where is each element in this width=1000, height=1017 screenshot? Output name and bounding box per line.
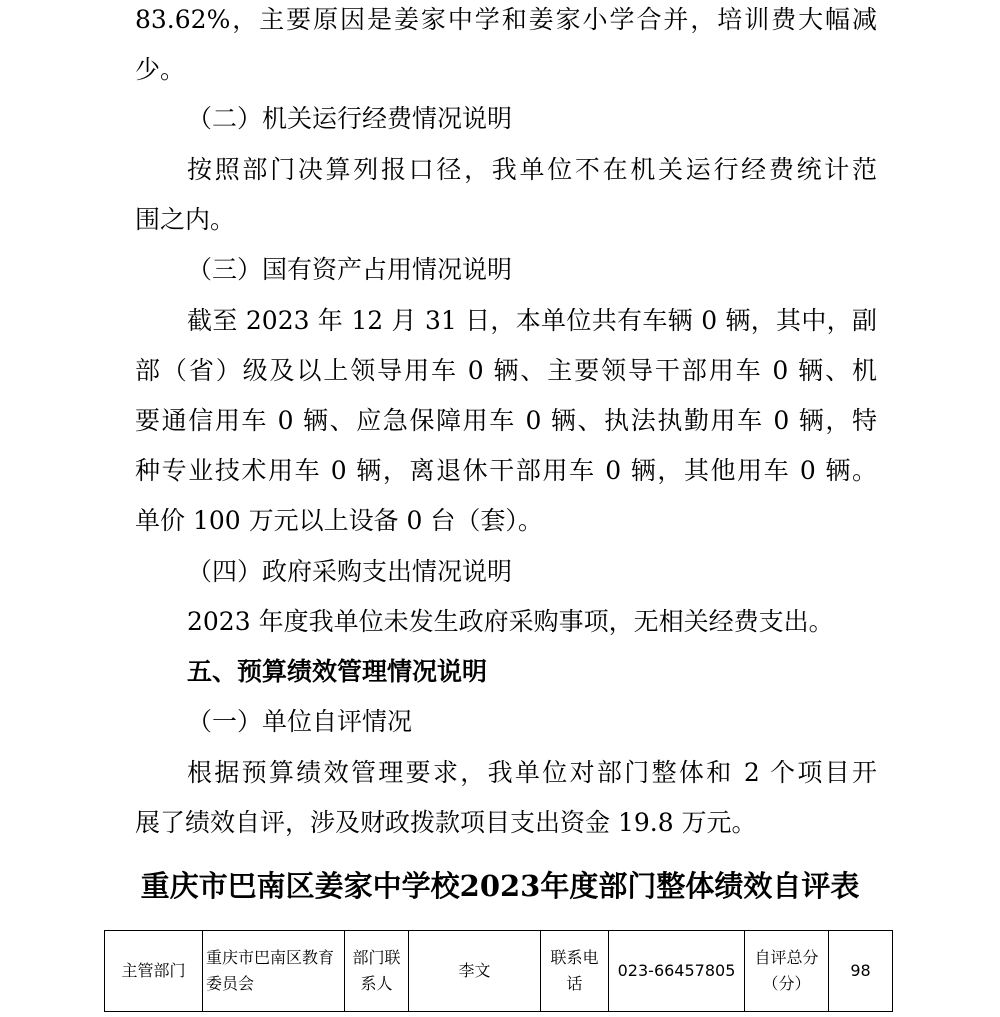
paragraph-line: 围之内。 <box>135 205 236 234</box>
paragraph-line: 2023 年度我单位未发生政府采购事项，无相关经费支出。 <box>187 607 834 636</box>
paragraph-line: 按照部门决算列报口径，我单位不在机关运行经费统计范 <box>187 155 877 184</box>
chapter-heading: 五、预算绩效管理情况说明 <box>187 657 488 686</box>
phone-label-cell: 联系电话 <box>541 931 609 1012</box>
paragraph-line: 单价 100 万元以上设备 0 台（套）。 <box>135 506 543 535</box>
dept-label-cell: 主管部门 <box>105 931 203 1012</box>
phone-value-cell: 023-66457805 <box>609 931 745 1012</box>
paragraph-line: 截至 2023 年 12 月 31 日，本单位共有车辆 0 辆，其中，副 <box>187 306 877 335</box>
table-row <box>105 931 893 1012</box>
evaluation-table <box>104 930 893 1012</box>
paragraph-line: 少。 <box>135 55 186 84</box>
section-heading: （四）政府采购支出情况说明 <box>187 557 513 586</box>
contact-value-cell: 李文 <box>409 931 541 1012</box>
contact-label-cell: 部门联系人 <box>345 931 409 1012</box>
section-heading: （一）单位自评情况 <box>187 707 413 736</box>
section-heading: （二）机关运行经费情况说明 <box>187 104 513 133</box>
paragraph-line: 展了绩效自评，涉及财政拨款项目支出资金 19.8 万元。 <box>135 808 757 837</box>
table-title: 重庆市巴南区姜家中学校2023年度部门整体绩效自评表 <box>140 869 860 903</box>
paragraph-line: 根据预算绩效管理要求，我单位对部门整体和 2 个项目开 <box>187 758 877 787</box>
paragraph-line: 种专业技术用车 0 辆，离退休干部用车 0 辆，其他用车 0 辆。 <box>135 456 877 485</box>
paragraph-line: 要通信用车 0 辆、应急保障用车 0 辆、执法执勤用车 0 辆，特 <box>135 406 877 435</box>
score-value-cell: 98 <box>829 931 893 1012</box>
score-label-cell: 自评总分（分） <box>745 931 829 1012</box>
dept-value-cell: 重庆市巴南区教育委员会 <box>203 931 345 1012</box>
section-heading: （三）国有资产占用情况说明 <box>187 255 513 284</box>
paragraph-line: 83.62%，主要原因是姜家中学和姜家小学合并，培训费大幅减 <box>135 5 877 34</box>
paragraph-line: 部（省）级及以上领导用车 0 辆、主要领导干部用车 0 辆、机 <box>135 356 877 385</box>
